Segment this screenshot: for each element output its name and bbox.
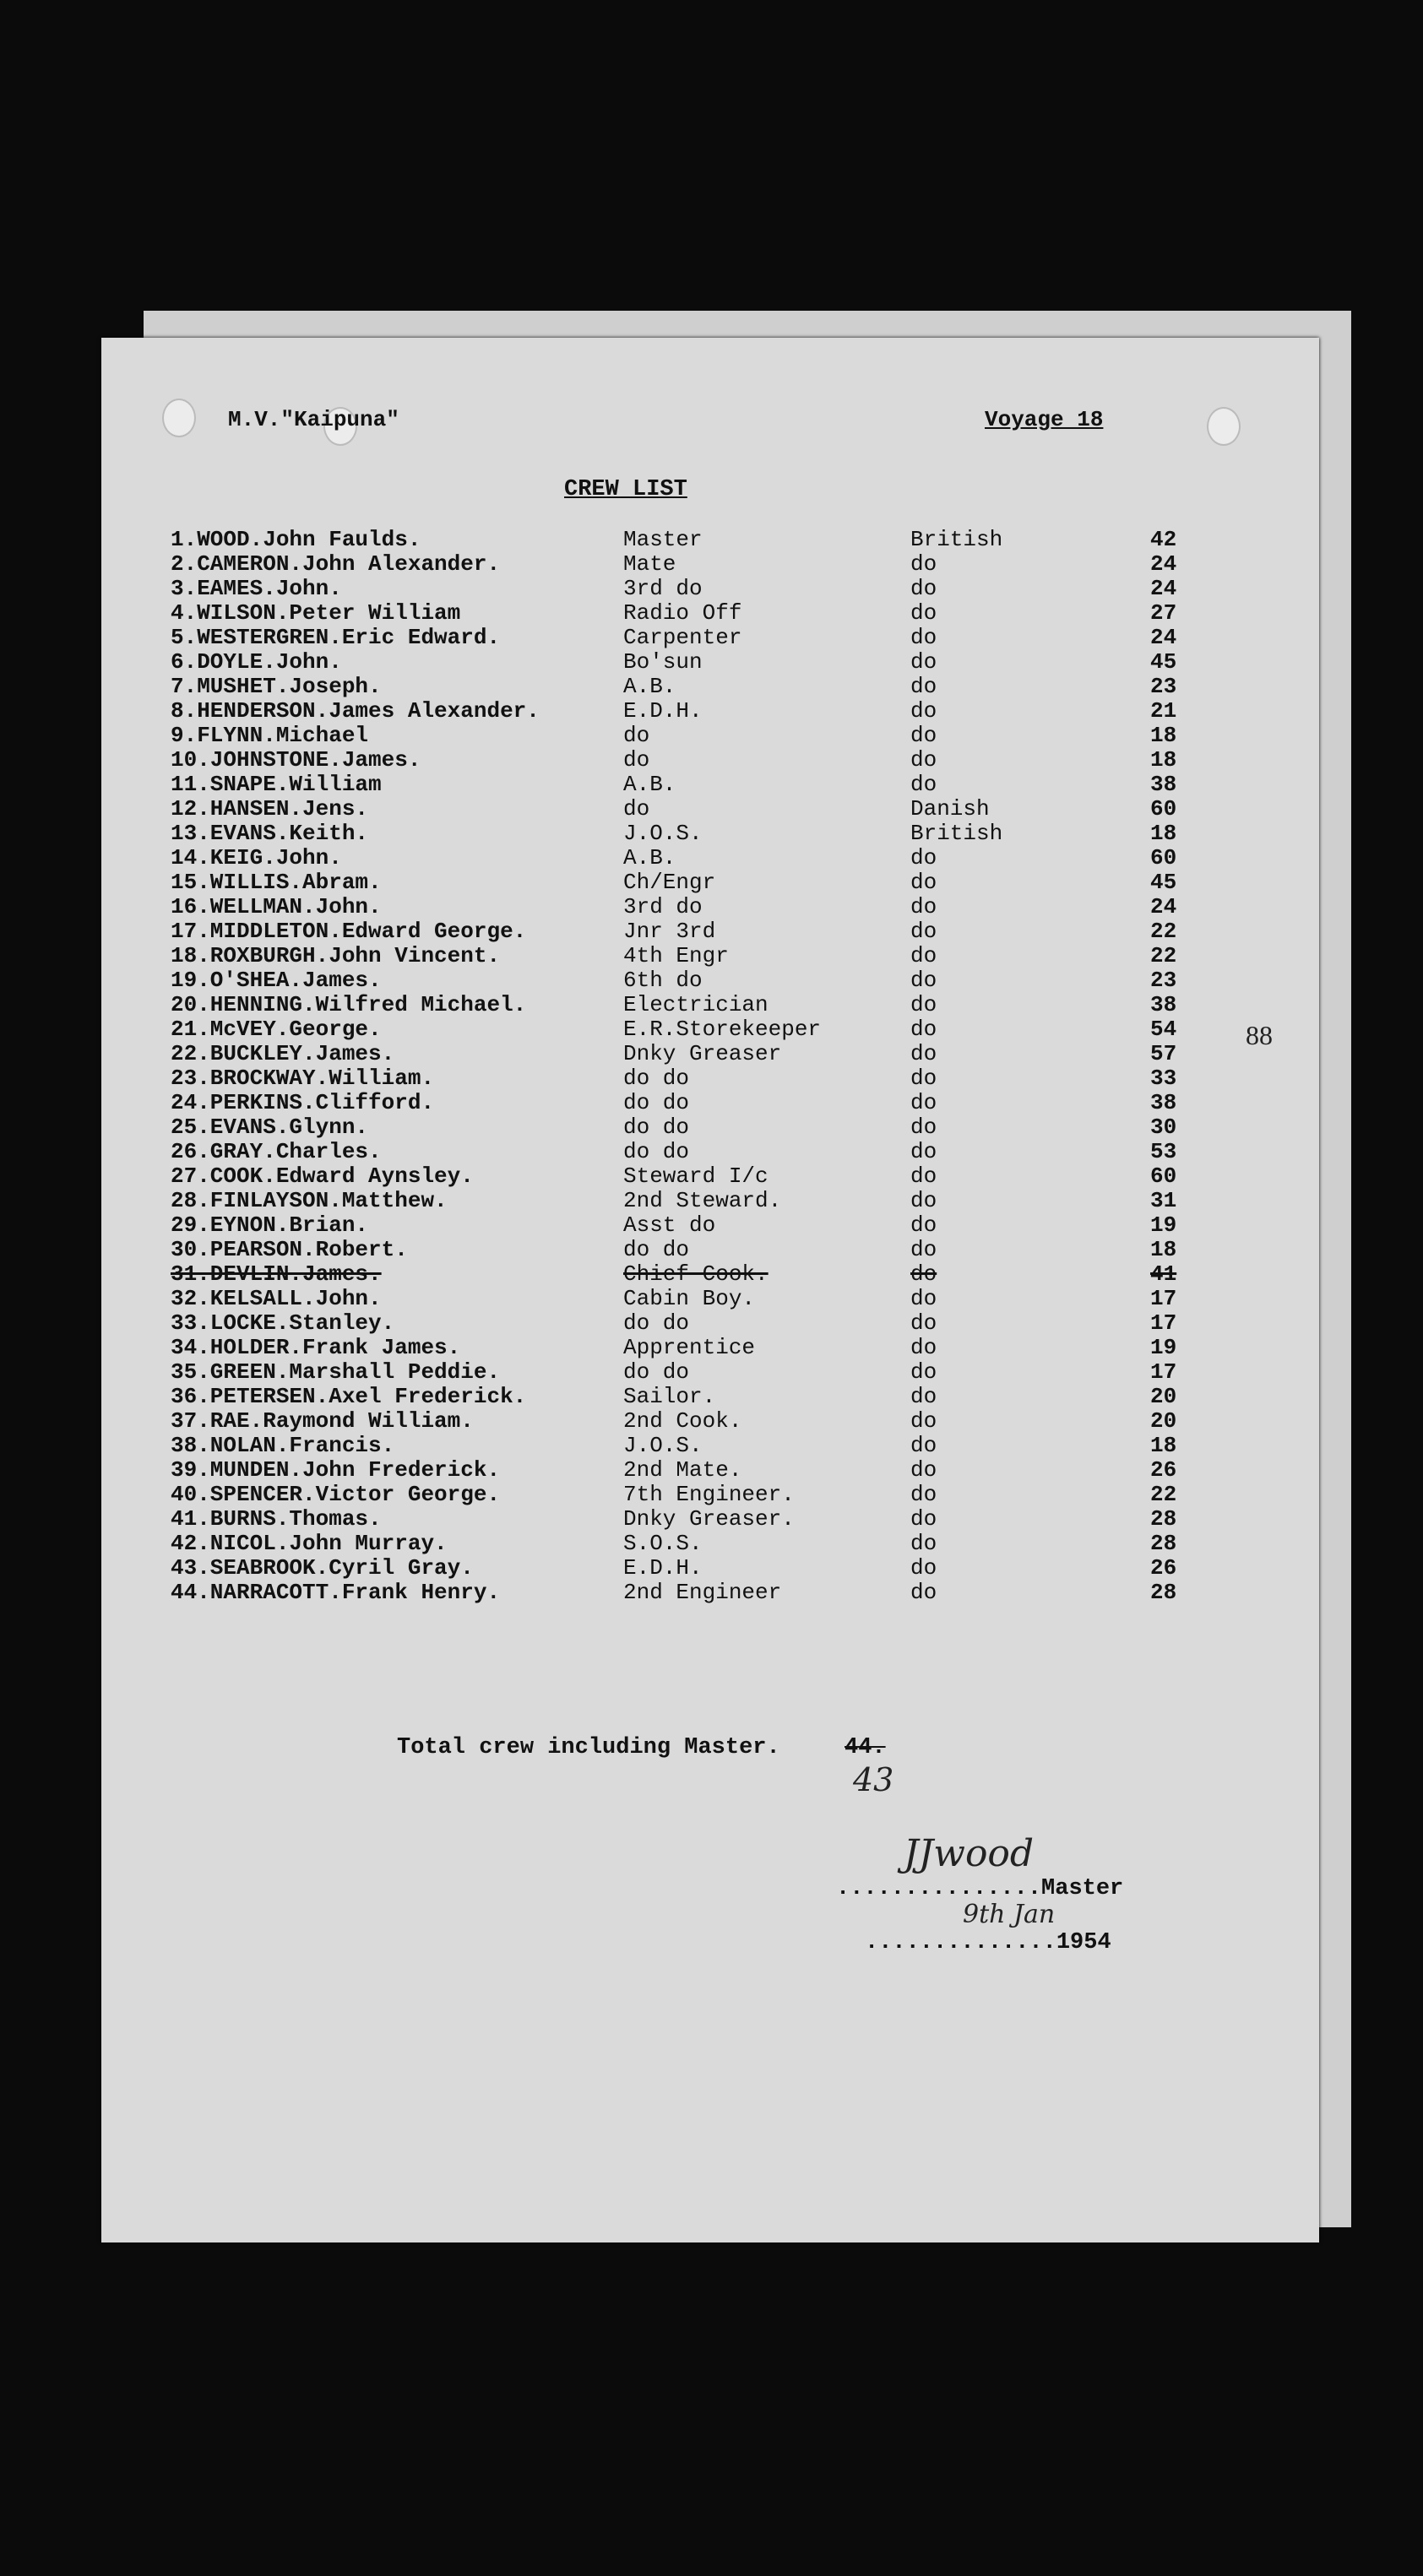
crew-entry: 42.NICOL.John Murray. [171, 1531, 448, 1556]
crew-row [101, 1238, 1319, 1262]
crew-entry: 20.HENNING.Wilfred Michael. [171, 992, 527, 1017]
crew-age: 24 [1150, 551, 1177, 577]
crew-entry: 33.LOCKE.Stanley. [171, 1310, 395, 1336]
crew-rating: Steward I/c [623, 1163, 769, 1189]
crew-row [101, 650, 1319, 675]
crew-age: 38 [1150, 1090, 1177, 1115]
crew-entry: 9.FLYNN.Michael [171, 723, 369, 748]
crew-rating: E.D.H. [623, 698, 703, 724]
crew-row [101, 846, 1319, 870]
crew-row [101, 1189, 1319, 1213]
crew-rating: 3rd do [623, 894, 703, 919]
punch-hole-right [1207, 407, 1241, 446]
crew-age: 23 [1150, 968, 1177, 993]
crew-nationality: do [910, 919, 937, 944]
crew-entry: 19.O'SHEA.James. [171, 968, 382, 993]
crew-nationality: do [910, 1090, 937, 1115]
master-line: ...............Master [836, 1876, 1124, 1901]
crew-nationality: do [910, 1482, 937, 1507]
punch-hole-left [162, 399, 196, 437]
crew-nationality: do [910, 1506, 937, 1532]
crew-rating: E.R.Storekeeper [623, 1017, 822, 1042]
crew-entry: 10.JOHNSTONE.James. [171, 747, 421, 773]
crew-nationality: do [910, 1310, 937, 1336]
crew-rating: Cabin Boy. [623, 1286, 756, 1311]
crew-rating: Dnky Greaser. [623, 1506, 795, 1532]
voyage-number: Voyage 18 [985, 407, 1104, 432]
crew-age: 31 [1150, 1188, 1177, 1213]
crew-age: 24 [1150, 894, 1177, 919]
crew-row [101, 748, 1319, 773]
crew-row [101, 1164, 1319, 1189]
crew-row [101, 577, 1319, 601]
crew-entry: 3.EAMES.John. [171, 576, 342, 601]
crew-age: 18 [1150, 1433, 1177, 1458]
crew-rating: do [623, 723, 650, 748]
crew-age: 17 [1150, 1359, 1177, 1385]
crew-rating: Dnky Greaser [623, 1041, 782, 1066]
crew-row [101, 724, 1319, 748]
crew-entry: 27.COOK.Edward Aynsley. [171, 1163, 474, 1189]
crew-rating: 7th Engineer. [623, 1482, 795, 1507]
crew-entry: 41.BURNS.Thomas. [171, 1506, 382, 1532]
crew-entry: 43.SEABROOK.Cyril Gray. [171, 1555, 474, 1581]
crew-row [101, 552, 1319, 577]
crew-rating: A.B. [623, 845, 676, 870]
crew-rating: Electrician [623, 992, 769, 1017]
master-signature: JJwood [904, 1832, 1035, 1875]
crew-row [101, 1385, 1319, 1409]
crew-age: 26 [1150, 1457, 1177, 1483]
crew-age: 23 [1150, 674, 1177, 699]
crew-rating: Jnr 3rd [623, 919, 716, 944]
crew-entry: 16.WELLMAN.John. [171, 894, 382, 919]
crew-row [101, 1458, 1319, 1483]
crew-age: 22 [1150, 919, 1177, 944]
crew-row [101, 1017, 1319, 1042]
crew-age: 20 [1150, 1408, 1177, 1434]
crew-age: 42 [1150, 527, 1177, 552]
crew-entry: 4.WILSON.Peter William [171, 600, 461, 626]
crew-entry: 23.BROCKWAY.William. [171, 1066, 435, 1091]
crew-nationality: do [910, 551, 937, 577]
crew-entry: 29.EYNON.Brian. [171, 1212, 369, 1238]
crew-row [101, 1507, 1319, 1532]
crew-entry: 11.SNAPE.William [171, 772, 382, 797]
crew-nationality: do [910, 1114, 937, 1140]
crew-row [101, 1409, 1319, 1434]
margin-note: 88 [1246, 1020, 1273, 1050]
crew-rating: J.O.S. [623, 1433, 703, 1458]
crew-nationality: British [910, 527, 1003, 552]
crew-rating: Radio Off [623, 600, 742, 626]
crew-row [101, 1483, 1319, 1507]
crew-row [101, 699, 1319, 724]
crew-age: 45 [1150, 870, 1177, 895]
crew-nationality: do [910, 992, 937, 1017]
crew-nationality: do [910, 1212, 937, 1238]
crew-nationality: do [910, 943, 937, 968]
crew-rating: Apprentice [623, 1335, 756, 1360]
crew-nationality: do [910, 1433, 937, 1458]
crew-entry: 40.SPENCER.Victor George. [171, 1482, 501, 1507]
crew-age: 21 [1150, 698, 1177, 724]
crew-nationality: do [910, 1408, 937, 1434]
crew-entry: 31.DEVLIN.James. [171, 1261, 382, 1287]
crew-age: 60 [1150, 1163, 1177, 1189]
crew-row [101, 968, 1319, 993]
crew-nationality: do [910, 1335, 937, 1360]
crew-rating: 6th do [623, 968, 703, 993]
crew-nationality: do [910, 576, 937, 601]
crew-entry: 18.ROXBURGH.John Vincent. [171, 943, 501, 968]
crew-row [101, 528, 1319, 552]
crew-row [101, 1213, 1319, 1238]
crew-row [101, 1434, 1319, 1458]
crew-nationality: do [910, 1139, 937, 1164]
crew-nationality: do [910, 747, 937, 773]
crew-nationality: do [910, 1359, 937, 1385]
crew-row [101, 1287, 1319, 1311]
crew-rating: do do [623, 1237, 690, 1262]
crew-row [101, 1140, 1319, 1164]
crew-entry: 36.PETERSEN.Axel Frederick. [171, 1384, 527, 1409]
total-struck-value: 44. [845, 1735, 886, 1760]
crew-rating: A.B. [623, 674, 676, 699]
crew-age: 22 [1150, 943, 1177, 968]
crew-nationality: do [910, 1555, 937, 1581]
crew-nationality: Danish [910, 796, 990, 822]
crew-age: 19 [1150, 1335, 1177, 1360]
crew-rating: J.O.S. [623, 821, 703, 846]
crew-rating: do [623, 747, 650, 773]
crew-rating: Sailor. [623, 1384, 716, 1409]
crew-entry: 7.MUSHET.Joseph. [171, 674, 382, 699]
crew-nationality: British [910, 821, 1003, 846]
crew-row [101, 626, 1319, 650]
crew-rating: 2nd Steward. [623, 1188, 782, 1213]
crew-row [101, 1262, 1319, 1287]
crew-rating: Mate [623, 551, 676, 577]
crew-age: 17 [1150, 1286, 1177, 1311]
crew-row [101, 895, 1319, 919]
crew-entry: 8.HENDERSON.James Alexander. [171, 698, 540, 724]
crew-age: 18 [1150, 821, 1177, 846]
crew-nationality: do [910, 1237, 937, 1262]
crew-nationality: do [910, 1531, 937, 1556]
crew-rating: do do [623, 1090, 690, 1115]
crew-age: 18 [1150, 747, 1177, 773]
crew-age: 54 [1150, 1017, 1177, 1042]
crew-rating: do do [623, 1310, 690, 1336]
crew-nationality: do [910, 649, 937, 675]
crew-entry: 17.MIDDLETON.Edward George. [171, 919, 527, 944]
crew-entry: 26.GRAY.Charles. [171, 1139, 382, 1164]
crew-list-page [101, 338, 1319, 2242]
crew-rating: do do [623, 1139, 690, 1164]
crew-entry: 30.PEARSON.Robert. [171, 1237, 408, 1262]
crew-nationality: do [910, 1457, 937, 1483]
crew-nationality: do [910, 1384, 937, 1409]
crew-row [101, 1336, 1319, 1360]
crew-nationality: do [910, 1017, 937, 1042]
crew-entry: 25.EVANS.Glynn. [171, 1114, 369, 1140]
crew-nationality: do [910, 674, 937, 699]
crew-age: 60 [1150, 845, 1177, 870]
crew-age: 24 [1150, 576, 1177, 601]
crew-nationality: do [910, 625, 937, 650]
crew-age: 28 [1150, 1506, 1177, 1532]
crew-row [101, 1556, 1319, 1581]
crew-rating: 3rd do [623, 576, 703, 601]
crew-rating: Carpenter [623, 625, 742, 650]
crew-rating: do do [623, 1066, 690, 1091]
crew-age: 33 [1150, 1066, 1177, 1091]
crew-row [101, 1091, 1319, 1115]
crew-entry: 5.WESTERGREN.Eric Edward. [171, 625, 501, 650]
crew-row [101, 944, 1319, 968]
crew-row [101, 870, 1319, 895]
crew-nationality: do [910, 845, 937, 870]
crew-row [101, 601, 1319, 626]
crew-nationality: do [910, 1066, 937, 1091]
crew-entry: 24.PERKINS.Clifford. [171, 1090, 435, 1115]
crew-row [101, 1581, 1319, 1605]
crew-age: 38 [1150, 772, 1177, 797]
crew-row [101, 1360, 1319, 1385]
crew-entry: 28.FINLAYSON.Matthew. [171, 1188, 448, 1213]
crew-age: 60 [1150, 796, 1177, 822]
crew-row [101, 919, 1319, 944]
crew-row [101, 1042, 1319, 1066]
crew-rating: do [623, 796, 650, 822]
crew-nationality: do [910, 1041, 937, 1066]
crew-entry: 44.NARRACOTT.Frank Henry. [171, 1580, 501, 1605]
crew-entry: 14.KEIG.John. [171, 845, 342, 870]
crew-age: 22 [1150, 1482, 1177, 1507]
crew-rating: A.B. [623, 772, 676, 797]
crew-row [101, 675, 1319, 699]
crew-age: 53 [1150, 1139, 1177, 1164]
crew-nationality: do [910, 600, 937, 626]
crew-entry: 35.GREEN.Marshall Peddie. [171, 1359, 501, 1385]
total-corrected-value: 43 [853, 1761, 894, 1798]
crew-rating: 4th Engr [623, 943, 729, 968]
crew-age: 26 [1150, 1555, 1177, 1581]
crew-age: 57 [1150, 1041, 1177, 1066]
crew-nationality: do [910, 1261, 937, 1287]
crew-row [101, 1066, 1319, 1091]
crew-age: 18 [1150, 723, 1177, 748]
crew-nationality: do [910, 1163, 937, 1189]
crew-age: 27 [1150, 600, 1177, 626]
crew-row [101, 773, 1319, 797]
crew-rating: Bo'sun [623, 649, 703, 675]
crew-row [101, 993, 1319, 1017]
crew-entry: 32.KELSALL.John. [171, 1286, 382, 1311]
crew-rating: E.D.H. [623, 1555, 703, 1581]
crew-nationality: do [910, 772, 937, 797]
crew-age: 30 [1150, 1114, 1177, 1140]
crew-entry: 12.HANSEN.Jens. [171, 796, 369, 822]
crew-entry: 1.WOOD.John Faulds. [171, 527, 421, 552]
crew-nationality: do [910, 1188, 937, 1213]
crew-nationality: do [910, 723, 937, 748]
crew-entry: 34.HOLDER.Frank James. [171, 1335, 461, 1360]
crew-entry: 39.MUNDEN.John Frederick. [171, 1457, 501, 1483]
crew-nationality: do [910, 1286, 937, 1311]
crew-entry: 6.DOYLE.John. [171, 649, 342, 675]
crew-age: 20 [1150, 1384, 1177, 1409]
crew-entry: 15.WILLIS.Abram. [171, 870, 382, 895]
page-title: CREW LIST [564, 477, 687, 502]
crew-age: 28 [1150, 1580, 1177, 1605]
total-label: Total crew including Master. [397, 1735, 780, 1760]
crew-age: 41 [1150, 1261, 1177, 1287]
date-line: ..............1954 [865, 1930, 1111, 1955]
crew-entry: 38.NOLAN.Francis. [171, 1433, 395, 1458]
crew-age: 38 [1150, 992, 1177, 1017]
crew-age: 19 [1150, 1212, 1177, 1238]
crew-entry: 22.BUCKLEY.James. [171, 1041, 395, 1066]
crew-age: 28 [1150, 1531, 1177, 1556]
crew-nationality: do [910, 968, 937, 993]
crew-age: 18 [1150, 1237, 1177, 1262]
crew-rating: do do [623, 1359, 690, 1385]
crew-rating: S.O.S. [623, 1531, 703, 1556]
crew-rating: Asst do [623, 1212, 716, 1238]
crew-row [101, 797, 1319, 822]
crew-nationality: do [910, 870, 937, 895]
crew-rating: 2nd Cook. [623, 1408, 742, 1434]
crew-entry: 13.EVANS.Keith. [171, 821, 369, 846]
crew-rating: Chief Cook. [623, 1261, 769, 1287]
crew-row [101, 1311, 1319, 1336]
vessel-name: M.V."Kaipuna" [228, 407, 399, 432]
crew-age: 45 [1150, 649, 1177, 675]
crew-entry: 37.RAE.Raymond William. [171, 1408, 474, 1434]
crew-row [101, 822, 1319, 846]
crew-nationality: do [910, 894, 937, 919]
crew-age: 17 [1150, 1310, 1177, 1336]
crew-rating: 2nd Engineer [623, 1580, 782, 1605]
crew-rating: 2nd Mate. [623, 1457, 742, 1483]
crew-entry: 21.McVEY.George. [171, 1017, 382, 1042]
crew-age: 24 [1150, 625, 1177, 650]
handwritten-date: 9th Jan [963, 1900, 1056, 1929]
crew-nationality: do [910, 698, 937, 724]
crew-rating: Master [623, 527, 703, 552]
crew-entry: 2.CAMERON.John Alexander. [171, 551, 501, 577]
crew-row [101, 1532, 1319, 1556]
crew-row [101, 1115, 1319, 1140]
crew-rating: do do [623, 1114, 690, 1140]
crew-nationality: do [910, 1580, 937, 1605]
crew-rating: Ch/Engr [623, 870, 716, 895]
